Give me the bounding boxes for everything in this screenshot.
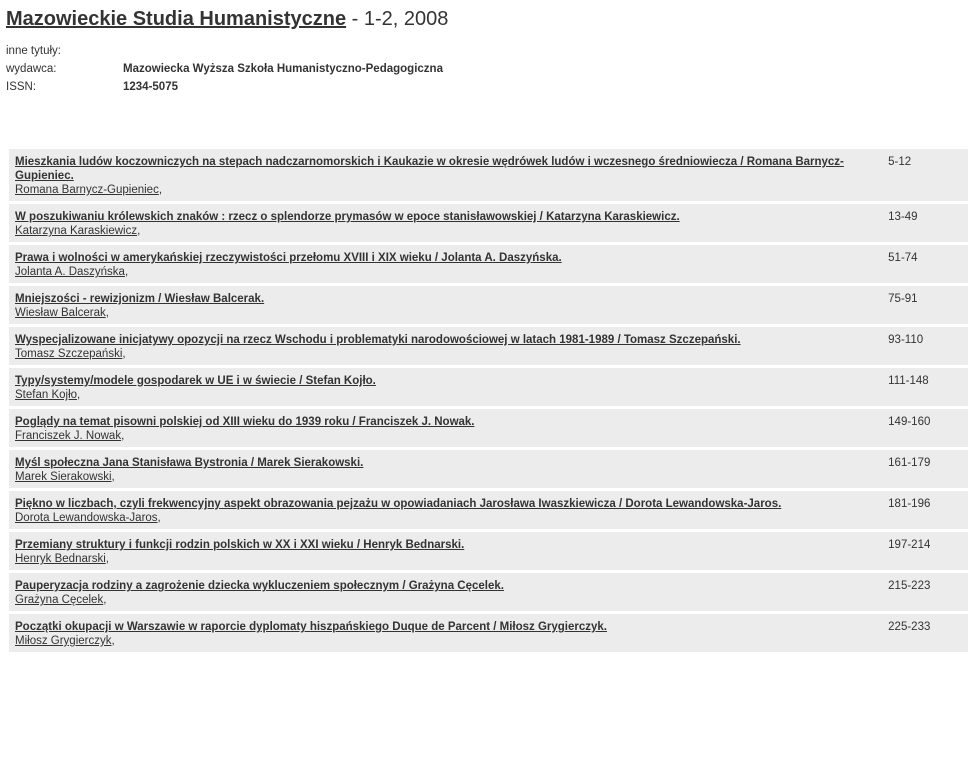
author-separator: , [137,225,141,237]
page-range: 225-233 [880,614,968,652]
page-title [6,6,448,32]
article-cell [9,368,880,406]
article-title-link[interactable]: W poszukiwaniu królewskich znaków : rzecz o splendorze prymasów w epoce stanisławowskiej / Katarzyna Karaskiewicz. [15,211,680,223]
page-range: 51-74 [880,245,968,283]
table-row [9,368,968,406]
page-range: 75-91 [880,286,968,324]
page-range: 161-179 [880,450,968,488]
author-link[interactable]: Dorota Lewandowska-Jaros [15,512,158,524]
author-separator: , [105,553,109,565]
meta-label: wydawca: [6,63,57,75]
article-cell [9,573,880,611]
author-link[interactable]: Grażyna Cęcelek [15,594,104,606]
meta-row-publisher [6,60,443,78]
author-separator: , [103,594,107,606]
meta-value: 1234-5075 [123,81,178,93]
author-link[interactable]: Franciszek J. Nowak [15,430,122,442]
table-row [9,245,968,283]
journal-title-link[interactable]: Mazowieckie Studia Humanistyczne [6,8,347,30]
author-separator: , [122,348,126,360]
page-range: 93-110 [880,327,968,365]
article-title-link[interactable]: Mieszkania ludów koczowniczych na stepach nadczarnomorskich i Kaukazie w okresie wędrówek ludów i wczesnego średniowiecza / Romana Barnycz-Gupieniec. [15,156,844,182]
author-link[interactable]: Henryk Bednarski [15,553,106,565]
page-range: 5-12 [880,149,968,201]
author-separator: , [157,512,161,524]
author-separator: , [121,430,125,442]
article-cell [9,491,880,529]
page-range: 149-160 [880,409,968,447]
article-title-link[interactable]: Początki okupacji w Warszawie w raporcie dyplomaty hiszpańskiego Duque de Parcent / Miłosz Grygierczyk. [15,621,608,633]
article-title-link[interactable]: Przemiany struktury i funkcji rodzin polskich w XX i XXI wieku / Henryk Bednarski. [15,539,465,551]
author-link[interactable]: Katarzyna Karaskiewicz [15,225,138,237]
article-cell [9,327,880,365]
table-row [9,149,968,201]
article-title-link[interactable]: Piękno w liczbach, czyli frekwencyjny aspekt obrazowania pejzażu w opowiadaniach Jarosława Iwaszkiewicza / Dorota Lewandowska-Jaros. [15,498,782,510]
page-range: 111-148 [880,368,968,406]
article-title-link[interactable]: Prawa i wolności w amerykańskiej rzeczywistości przełomu XVIII i XIX wieku / Jolanta A. Daszyńska. [15,252,562,264]
article-cell [9,204,880,242]
table-row [9,327,968,365]
article-title-link[interactable]: Mniejszości - rewizjonizm / Wiesław Balcerak. [15,293,265,305]
table-row [9,204,968,242]
table-row [9,614,968,652]
article-title-link[interactable]: Myśl społeczna Jana Stanisława Bystronia / Marek Sierakowski. [15,457,364,469]
author-separator: , [105,307,109,319]
article-cell [9,286,880,324]
article-cell [9,614,880,652]
table-of-contents [9,146,968,655]
article-cell [9,450,880,488]
article-title-link[interactable]: Typy/systemy/modele gospodarek w UE i w świecie / Stefan Kojło. [15,375,376,387]
table-row [9,532,968,570]
author-link[interactable]: Marek Sierakowski [15,471,112,483]
meta-row-issn [6,78,443,96]
page-range: 181-196 [880,491,968,529]
table-row [9,491,968,529]
table-row [9,573,968,611]
journal-metadata [6,42,443,96]
article-title-link[interactable]: Pauperyzacja rodziny a zagrożenie dziecka wykluczeniem społecznym / Grażyna Cęcelek. [15,580,504,592]
author-link[interactable]: Wiesław Balcerak [15,307,106,319]
author-separator: , [124,266,129,278]
author-separator: , [77,389,81,401]
author-link[interactable]: Miłosz Grygierczyk [15,635,112,647]
author-separator: , [158,184,163,196]
page-range: 197-214 [880,532,968,570]
page-range: 13-49 [880,204,968,242]
article-title-link[interactable]: Wyspecjalizowane inicjatywy opozycji na rzecz Wschodu i problematyki narodowościowej w latach 1981-1989 / Tomasz Szczepański. [15,334,741,346]
meta-label: ISSN: [6,81,37,93]
article-cell [9,149,880,201]
meta-row-other-titles [6,42,443,60]
table-row [9,286,968,324]
author-separator: , [111,635,115,647]
meta-label: inne tytuły: [6,45,61,57]
author-link[interactable]: Jolanta A. Daszyńska [15,266,125,278]
article-cell [9,245,880,283]
author-separator: , [111,471,115,483]
author-link[interactable]: Romana Barnycz-Gupieniec [15,184,159,196]
article-cell [9,532,880,570]
article-cell [9,409,880,447]
author-link[interactable]: Tomasz Szczepański [15,348,123,360]
author-link[interactable]: Stefan Kojło [15,389,78,401]
meta-value: Mazowiecka Wyższa Szkoła Humanistyczno-Pedagogiczna [123,63,443,75]
table-row [9,409,968,447]
article-title-link[interactable]: Poglądy na temat pisowni polskiej od XIII wieku do 1939 roku / Franciszek J. Nowak. [15,416,475,428]
page-range: 215-223 [880,573,968,611]
journal-issue: - 1-2, 2008 [346,8,449,30]
table-row [9,450,968,488]
